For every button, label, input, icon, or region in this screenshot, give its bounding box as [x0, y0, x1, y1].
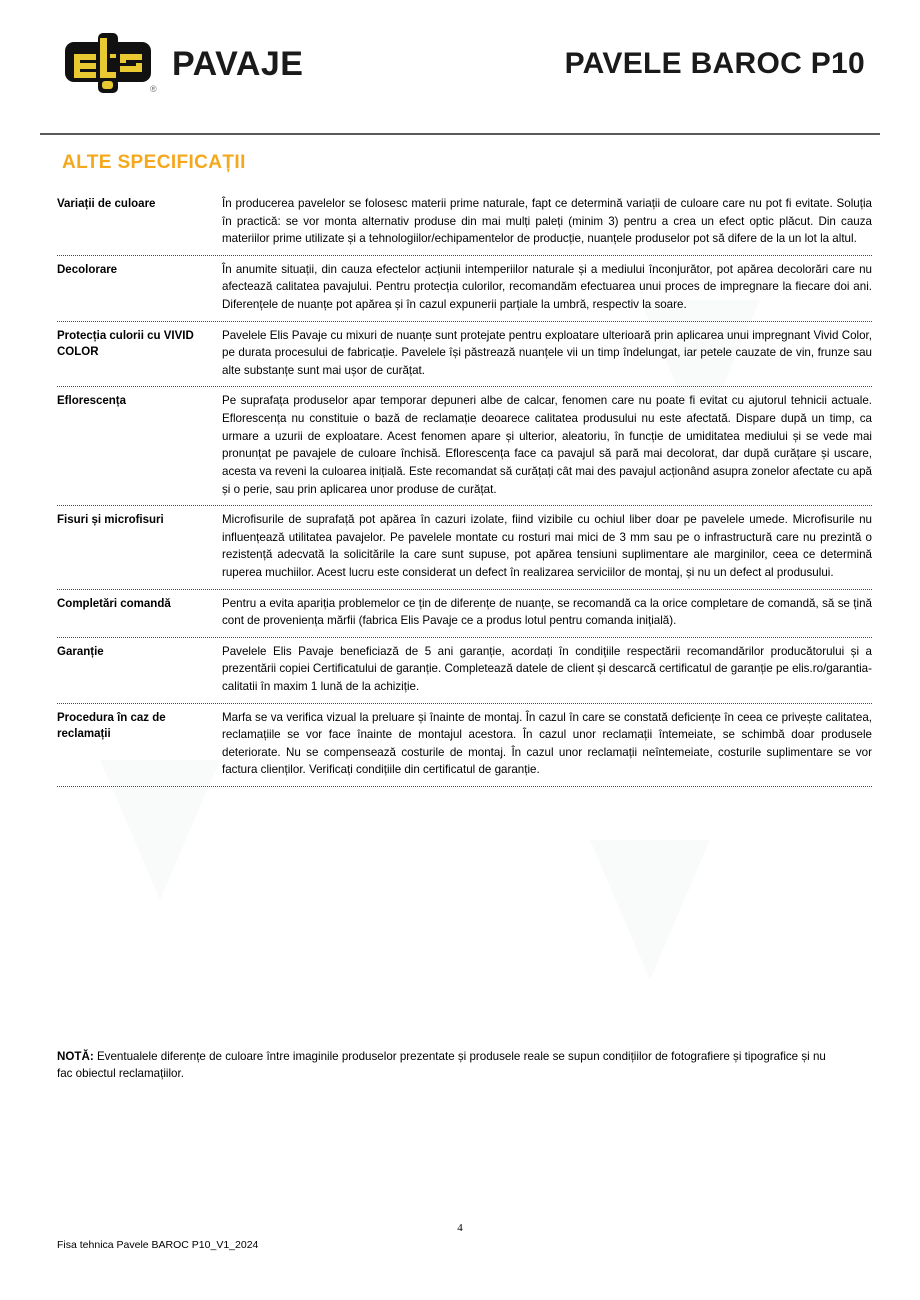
- spec-label: Procedura în caz de reclamații: [57, 711, 166, 740]
- page-title: PAVELE BAROC P10: [564, 47, 865, 80]
- table-row: [57, 322, 872, 388]
- header-divider: [40, 133, 880, 135]
- page-header: [0, 0, 920, 128]
- table-row: [57, 704, 872, 787]
- table-row: [57, 256, 872, 322]
- table-row: [57, 506, 872, 589]
- section-title: ALTE SPECIFICAȚII: [62, 152, 246, 173]
- note-prefix: NOTĂ:: [57, 1050, 94, 1063]
- spec-label: Protecția culorii cu VIVID COLOR: [57, 329, 194, 358]
- spec-label: Completări comandă: [57, 597, 171, 610]
- spec-label: Garanție: [57, 645, 104, 658]
- table-row: [57, 590, 872, 638]
- table-row: [57, 190, 872, 256]
- footer-document-ref: Fisa tehnica Pavele BAROC P10_V1_2024: [57, 1239, 259, 1251]
- table-row: [57, 638, 872, 704]
- spec-text: Microfisurile de suprafață pot apărea în cazuri izolate, fiind vizibile cu ochiul liber doar pe pavelele umede. Microfisurile nu influențează utilitatea pavajelor. Pe pavelele montate cu rosturi mai mici de 3 mm sau pe o infrastructură care nu prezintă o rezistență adecvată la solicitările la care sunt supuse, pot apărea tensiuni suplimentare ale marginilor, ceea ce determină ruperea muchiilor. Acest lucru este considerat un defect în realizarea serviciilor de montaj, și nu un defect al produsului.: [222, 513, 872, 579]
- elis-logo-icon: [62, 32, 158, 96]
- spec-text: Marfa se va verifica vizual la preluare și înainte de montaj. În cazul în care se constată deficiențe în ceea ce privește calitatea, reclamațiile se vor face înainte de montajul acestora. În cazul unor reclamații întemeiate, se schimbă doar produsele deteriorate. Nu se compensează costurile de montaj. În cazul unor reclamații neîntemeiate, costurile suplimentare se vor factura clienților. Verificați condițiile din certificatul de garanție.: [222, 710, 872, 777]
- spec-label: Eflorescența: [57, 395, 127, 408]
- registered-mark: ®: [150, 84, 157, 94]
- spec-text: Pentru a evita apariția problemelor ce țin de diferențe de nuanțe, se recomandă ca la orice completare de comandă, să se țină cont de proveniența mărfii (fabrica Elis Pavaje ce a produs lotul pentru comanda inițială).: [222, 596, 872, 628]
- spec-label: Variații de culoare: [57, 198, 156, 210]
- specifications-table: [57, 190, 872, 787]
- spec-text: În anumite situații, din cauza efectelor acțiunii intemperiilor naturale și a mediului înconjurător, pot apărea decolorări care nu afectează calitatea pavajului. Pentru protecția culorilor, recomandăm efectuarea unui proces de impregnare la fiecare doi ani. Diferențele de nuanțe pot apărea și în cazul expunerii parțiale la umbră, respectiv la soare.: [222, 262, 872, 312]
- spec-text: Pavelele Elis Pavaje beneficiază de 5 ani garanție, acordați în condițiile respectării recomandărilor producătorului și a prezentării copiei Certificatului de garanție. Completează datele de client și descarcă certificatul de garanție pe elis.ro/garantia-calitatii în maxim 1 lună de la achiziție.: [222, 644, 872, 694]
- spec-text: În producerea pavelelor se folosesc materii prime naturale, fapt ce determină variații de culoare care nu pot fi evitate. Soluția în practică: se vor monta alternativ produse din mai mulți paleți (minim 3) pentru a crea un efect optic plăcut. Din cauza materiilor prime utilizate și a tehnologiilor/echipamentelor de producție, nuanțele produselor pot să difere de la un lot la altul.: [222, 197, 872, 246]
- note-text: Eventualele diferențe de culoare între imaginile produselor prezentate și produsele reale se supun condițiilor de fotografiere și tipografice și nu fac obiectul reclamațiilor.: [57, 1050, 826, 1081]
- page-number: 4: [457, 1222, 463, 1234]
- brand-word: PAVAJE: [172, 45, 304, 83]
- spec-label: Fisuri și microfisuri: [57, 514, 164, 527]
- brand-lockup: [62, 32, 303, 96]
- table-row: [57, 387, 872, 506]
- spec-text: Pe suprafața produselor apar temporar depuneri albe de calcar, fenomen care nu poate fi evitat cu ajutorul tehnicii actuale. Eflorescența nu constituie o bază de reclamație deoarece calitatea produsului nu este afectată. Dispare după un timp, ca urmare a uzurii de exploatare. Acest fenomen apare și ulterior, aleatoriu, în funcție de umiditatea mediului și se vede mai pronunțat pe pavajele de culoare închisă. Eflorescența face ca pavajul să pară mai decolorat, dar după curățare și uscare, acesta va reveni la culoarea inițială. Este recomandat să curățați cât mai des pavajul acționând asupra zonelor afectate cu apă și o perie, sau prin aplicarea unor produse de curățat.: [222, 394, 872, 496]
- spec-text: Pavelele Elis Pavaje cu mixuri de nuanțe sunt protejate pentru exploatare ulterioară prin aplicarea unui impregnant Vivid Color, pe durata procesului de fabricație. Pavelele își păstrează nuanțele vii un timp îndelungat, iar petele cauzate de vin, frunze sau alte substanțe sunt mai ușor de curățat.: [222, 328, 872, 377]
- spec-label: Decolorare: [57, 263, 118, 276]
- note-block: [57, 1048, 840, 1083]
